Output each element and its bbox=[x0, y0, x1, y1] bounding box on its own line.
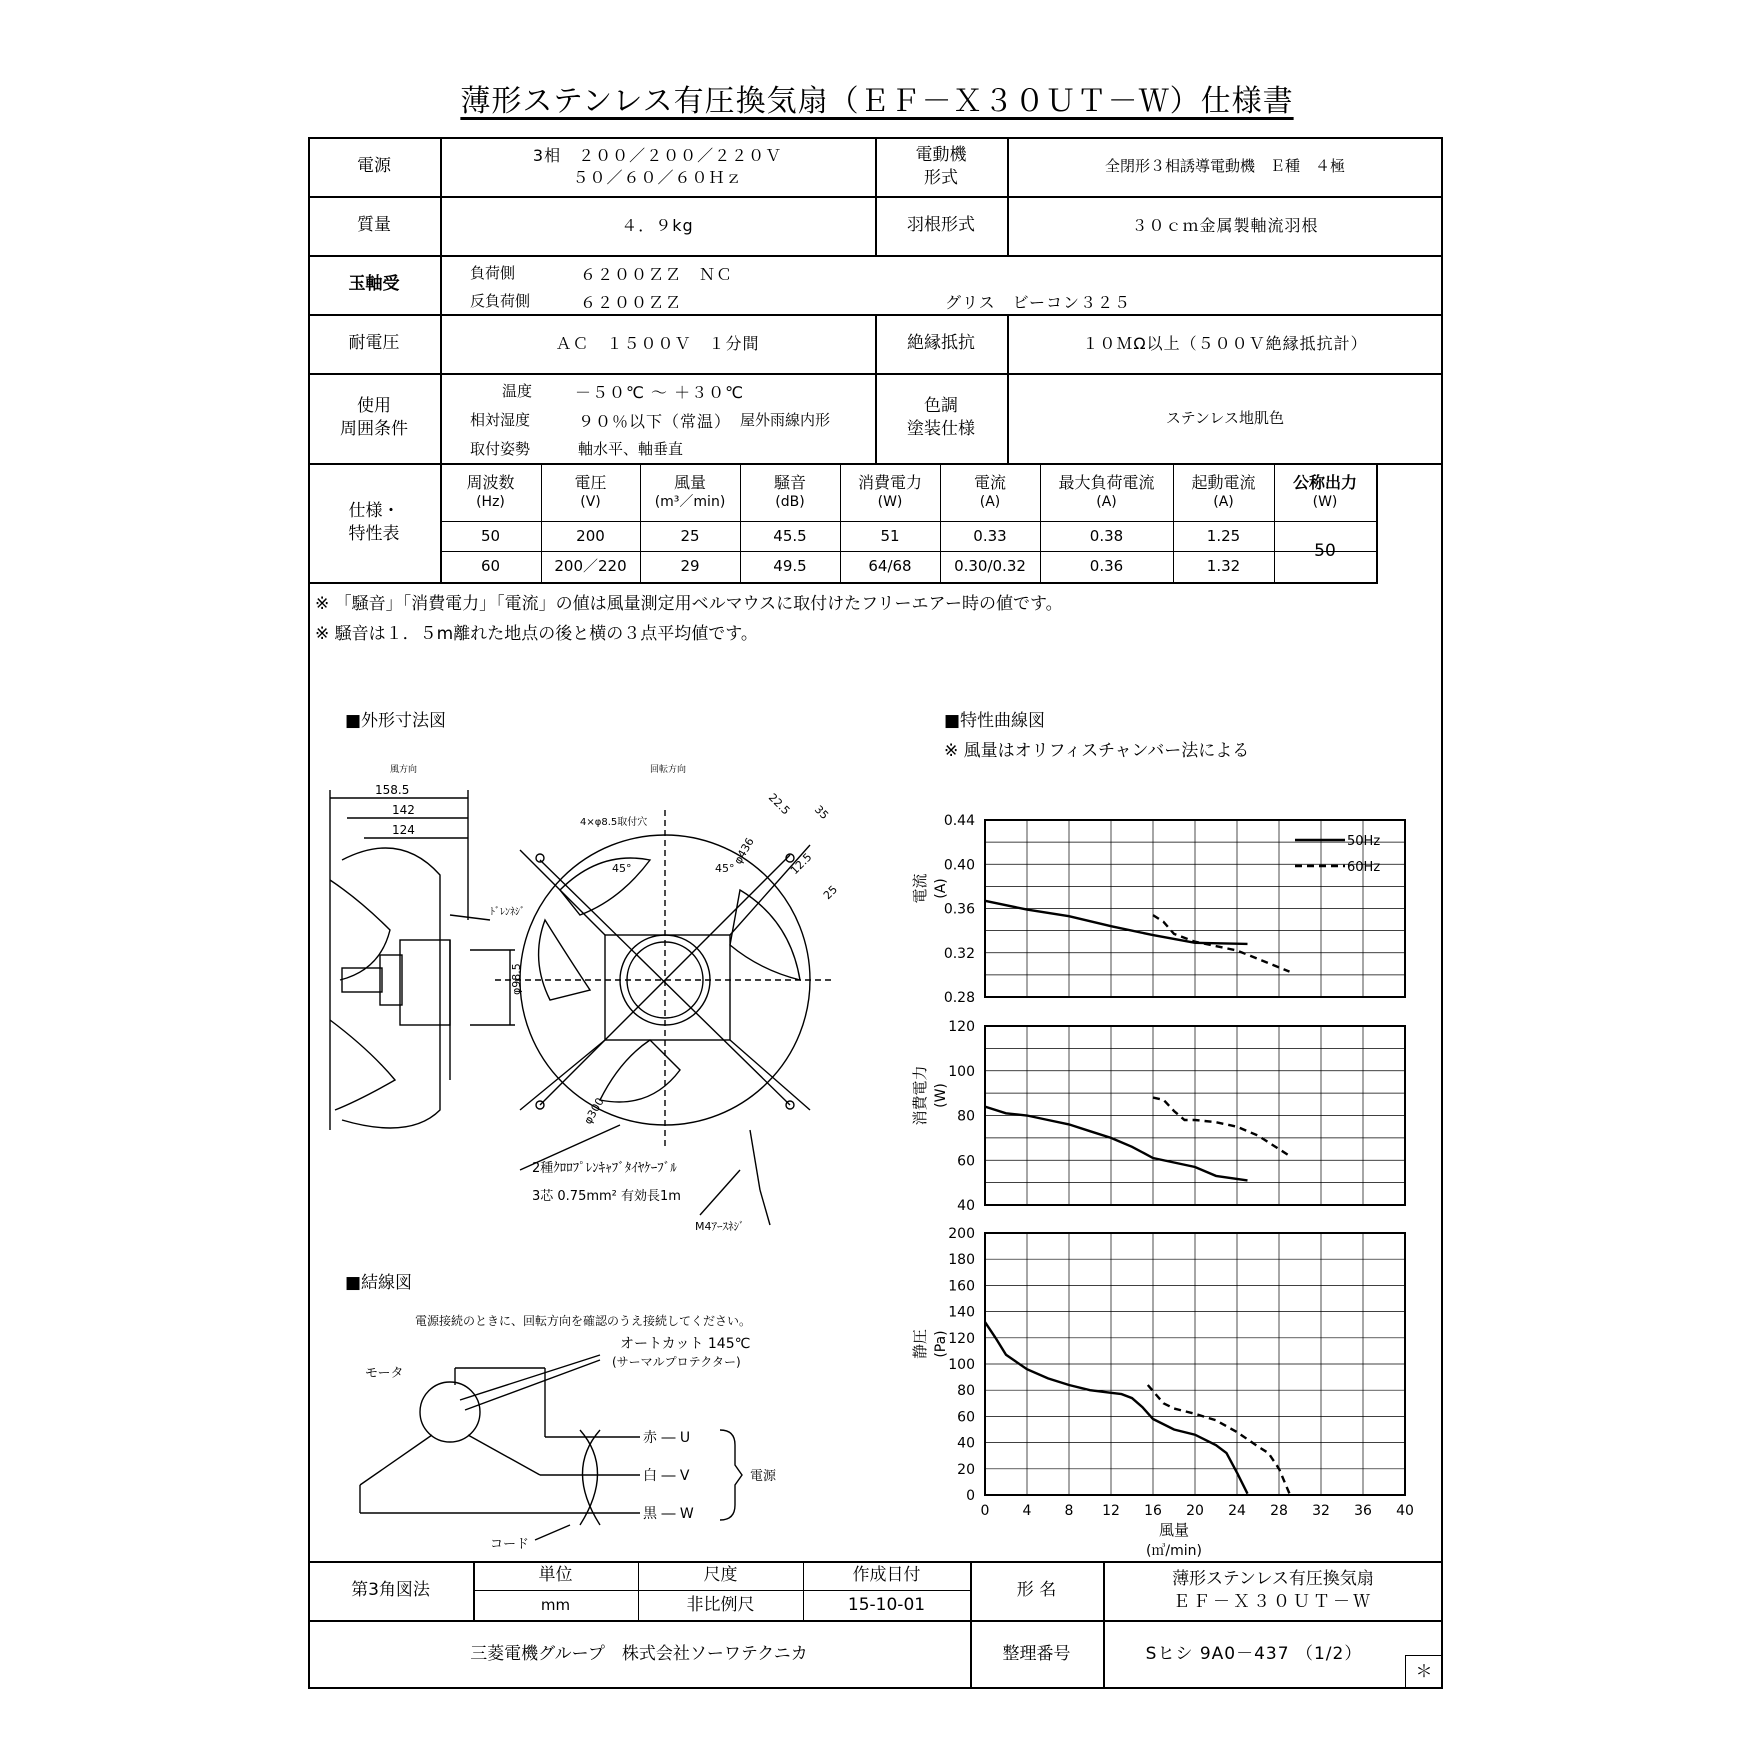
motor-label-line2: 形式 bbox=[924, 167, 958, 188]
perf-label-line2: 特性表 bbox=[348, 523, 400, 544]
x-axis-label: 風量 bbox=[1158, 1521, 1190, 1539]
y-axis-unit: (W) bbox=[933, 1083, 949, 1108]
x-axis-unit: (㎥/min) bbox=[1145, 1543, 1203, 1559]
mounting-holes-label: 4×φ8.5取付穴 bbox=[580, 817, 648, 828]
bearing-label: 玉軸受 bbox=[348, 274, 400, 295]
legend-label-50hz: 50Hz bbox=[1347, 834, 1381, 849]
y-tick-label: 120 bbox=[948, 1019, 975, 1035]
curve-60hz bbox=[1148, 1385, 1290, 1494]
x-tick-label: 8 bbox=[1064, 1503, 1074, 1519]
perf-header-3 bbox=[740, 463, 840, 521]
curves-note: ※ 風量はオリフィスチャンバー法による bbox=[944, 741, 1250, 761]
y-tick-label: 100 bbox=[948, 1357, 975, 1373]
perf-cell: 51 bbox=[880, 526, 900, 545]
grease-value: グリス ビーコン３２５ bbox=[945, 293, 1132, 312]
perf-header-4 bbox=[840, 463, 940, 521]
y-tick-label: 0.36 bbox=[943, 901, 975, 918]
wire-black-w: 黒 ― W bbox=[643, 1506, 694, 1522]
perf-header-2 bbox=[640, 463, 740, 521]
perf-cell: 60 bbox=[480, 556, 501, 575]
motor-label-line1: 電動機 bbox=[915, 144, 967, 165]
y-tick-label: 60 bbox=[957, 1409, 975, 1426]
perf-cell: 0.30/0.32 bbox=[954, 556, 1026, 575]
motor-value: 全閉形３相誘導電動機 Ｅ種 ４極 bbox=[1104, 157, 1345, 176]
dim-22-5: 22.5 bbox=[765, 790, 793, 818]
dim-12-5: 12.5 bbox=[787, 850, 815, 878]
insulation-value: １０ＭΩ以上（５００Ｖ絶縁抵抗計） bbox=[1082, 333, 1368, 353]
dim-142: 142 bbox=[392, 803, 415, 817]
y-tick-label: 80 bbox=[957, 1108, 975, 1125]
perf-cell: 45.5 bbox=[773, 526, 807, 545]
ref-label: 整理番号 bbox=[1002, 1644, 1071, 1665]
ref-value: Sヒシ 9A0－437 （1/2） bbox=[1145, 1644, 1363, 1665]
y-tick-label: 0.32 bbox=[943, 945, 975, 962]
motor-label bbox=[875, 137, 1007, 196]
dim-dia-98: φ98.5 bbox=[510, 963, 523, 995]
env-label-line2: 周囲条件 bbox=[340, 419, 408, 439]
perf-header-unit: (W) bbox=[1312, 494, 1338, 511]
perf-header-unit: (m³／min) bbox=[654, 494, 726, 511]
curve-50hz bbox=[985, 1322, 1248, 1494]
model-value bbox=[1103, 1561, 1443, 1620]
dim-25: 25 bbox=[820, 883, 840, 903]
legend-label-60hz: 60Hz bbox=[1347, 860, 1381, 875]
wind-direction-label: 風方向 bbox=[390, 765, 418, 775]
perf-cell: 0.33 bbox=[973, 526, 1007, 545]
y-axis-label: 電流 bbox=[911, 873, 929, 904]
perf-header-8 bbox=[1274, 463, 1376, 521]
mass-label: 質量 bbox=[357, 215, 391, 236]
perf-header-name: 騒音 bbox=[773, 472, 806, 492]
dimension-section-title: ■外形寸法図 bbox=[345, 711, 447, 731]
y-tick-label: 0.44 bbox=[943, 813, 975, 829]
perf-cell: 50 bbox=[480, 526, 501, 545]
perf-cell: 1.25 bbox=[1206, 526, 1241, 545]
withstand-label: 耐電圧 bbox=[348, 333, 400, 354]
dim-158: 158.5 bbox=[375, 783, 410, 797]
x-tick-label: 4 bbox=[1022, 1503, 1032, 1519]
wire-white-v: 白 ― V bbox=[643, 1468, 690, 1484]
curve-50hz bbox=[985, 901, 1248, 944]
power-voltage: 3相 ２００／２００／２２０Ｖ bbox=[532, 145, 783, 165]
color-label-line1: 色調 bbox=[924, 396, 958, 417]
y-tick-label: 160 bbox=[948, 1278, 975, 1295]
perf-header-unit: (Hz) bbox=[476, 494, 505, 511]
motor-symbol bbox=[420, 1382, 480, 1442]
env-label-line1: 使用 bbox=[357, 396, 391, 417]
cord-label: コード bbox=[490, 1537, 530, 1550]
x-tick-label: 36 bbox=[1354, 1503, 1372, 1519]
x-tick-label: 40 bbox=[1396, 1503, 1414, 1519]
dim-dia-436: φ436 bbox=[731, 835, 757, 867]
y-tick-label: 180 bbox=[948, 1252, 975, 1269]
curves-section-title: ■特性曲線図 bbox=[944, 711, 1046, 731]
y-axis-unit: (Pa) bbox=[933, 1330, 949, 1358]
scale-value: 非比例尺 bbox=[686, 1594, 755, 1615]
insulation-label: 絶縁抵抗 bbox=[907, 333, 975, 354]
angle-45-right: 45° bbox=[715, 862, 735, 875]
model-number: ＥＦ－Ｘ３０ＵＴ－Ｗ bbox=[1173, 1591, 1373, 1612]
perf-header-7 bbox=[1173, 463, 1274, 521]
projection-method: 第3角図法 bbox=[351, 1580, 430, 1601]
perf-header-name: 最大負荷電流 bbox=[1058, 472, 1155, 492]
y-tick-label: 20 bbox=[957, 1461, 975, 1478]
perf-header-name: 周波数 bbox=[466, 472, 515, 492]
perf-header-unit: (A) bbox=[979, 494, 1001, 511]
color-label-line2: 塗装仕様 bbox=[907, 419, 975, 439]
autocut-label: オートカット 145℃ bbox=[620, 1336, 751, 1352]
date-value: 15-10-01 bbox=[847, 1594, 926, 1615]
env-temp-value: －５０℃ ～ ＋３０℃ bbox=[575, 383, 745, 402]
y-tick-label: 40 bbox=[957, 1435, 975, 1452]
perf-header-name: 電流 bbox=[973, 472, 1006, 492]
y-tick-label: 40 bbox=[957, 1198, 975, 1214]
perf-label bbox=[308, 463, 440, 582]
perf-header-unit: (W) bbox=[877, 494, 903, 511]
power-label: 電源 bbox=[357, 156, 391, 177]
y-axis-label: 静圧 bbox=[911, 1328, 929, 1360]
bearing-load-label: 負荷側 bbox=[470, 264, 516, 282]
cable-spec-line1: 2種ｸﾛﾛﾌﾟﾚﾝｷｬﾌﾞﾀｲﾔｹｰﾌﾞﾙ bbox=[532, 1161, 677, 1176]
date-label: 作成日付 bbox=[852, 1565, 921, 1586]
perf-header-0 bbox=[440, 463, 541, 521]
power-supply-label: 電源 bbox=[750, 1469, 777, 1484]
dim-dia-300: φ300 bbox=[581, 1095, 607, 1127]
y-axis-label: 消費電力 bbox=[911, 1065, 929, 1126]
scale-label: 尺度 bbox=[703, 1565, 738, 1586]
perf-cell: 200／220 bbox=[554, 556, 627, 575]
perf-header-name: 消費電力 bbox=[857, 472, 922, 492]
y-tick-label: 0.28 bbox=[943, 990, 975, 1006]
env-mount-value: 軸水平、軸垂直 bbox=[578, 440, 684, 458]
env-humidity-label: 相対湿度 bbox=[470, 411, 531, 429]
nominal-output-value: 50 bbox=[1314, 541, 1336, 562]
x-tick-label: 20 bbox=[1186, 1503, 1204, 1519]
y-axis-unit: (A) bbox=[933, 878, 949, 899]
characteristic-curves bbox=[880, 800, 1420, 1560]
perf-header-5 bbox=[940, 463, 1040, 521]
earth-screw-label: M4ｱｰｽﾈｼﾞ bbox=[695, 1220, 745, 1233]
perf-header-unit: (V) bbox=[580, 494, 601, 511]
perf-cell: 49.5 bbox=[773, 556, 807, 575]
x-tick-label: 0 bbox=[980, 1503, 990, 1519]
perf-cell: 0.36 bbox=[1089, 556, 1124, 575]
y-tick-label: 140 bbox=[948, 1304, 975, 1321]
perf-header-unit: (A) bbox=[1096, 494, 1117, 511]
wire-red-u: 赤 ― U bbox=[643, 1430, 691, 1446]
perf-cell: 200 bbox=[576, 526, 605, 545]
note-1: ※ 「騒音」「消費電力」「電流」の値は風量測定用ベルマウスに取付けたフリーエアー時の値です。 bbox=[315, 594, 1063, 614]
env-label bbox=[308, 373, 440, 463]
unit-label: 単位 bbox=[538, 1565, 573, 1586]
company-name: 三菱電機グループ 株式会社ソーワテクニカ bbox=[470, 1644, 808, 1665]
cable-spec-line2: 3芯 0.75mm² 有効長1m bbox=[532, 1189, 681, 1204]
perf-cell: 64/68 bbox=[868, 556, 912, 575]
x-tick-label: 24 bbox=[1228, 1503, 1246, 1519]
perf-cell: 25 bbox=[680, 526, 700, 545]
y-tick-label: 0 bbox=[966, 1488, 975, 1504]
y-tick-label: 60 bbox=[957, 1153, 975, 1170]
env-humidity-value: ９０％以下（常温） bbox=[578, 412, 732, 431]
drain-screw-label: ﾄﾞﾚﾝﾈｼﾞ bbox=[490, 907, 525, 918]
perf-cell: 1.32 bbox=[1206, 556, 1241, 575]
unit-value: mm bbox=[540, 1595, 571, 1614]
dim-35: 35 bbox=[811, 802, 831, 823]
bearing-anti-label: 反負荷側 bbox=[470, 292, 531, 310]
perf-label-line1: 仕様・ bbox=[348, 500, 400, 521]
bearing-load-value: ６２００ＺＺ ＮＣ bbox=[580, 265, 734, 284]
mass-value: ４．９kg bbox=[621, 215, 694, 235]
document-title: 薄形ステンレス有圧換気扇（ＥＦ－Ｘ３０ＵＴ－Ｗ）仕様書 bbox=[460, 84, 1294, 119]
bearing-anti-value: ６２００ＺＺ bbox=[580, 293, 683, 312]
wiring-caution: 電源接続のときに、回転方向を確認のうえ接続してください。 bbox=[415, 1314, 752, 1328]
perf-header-name: 電圧 bbox=[574, 472, 607, 492]
angle-45-left: 45° bbox=[612, 862, 632, 875]
env-humidity-extra: 屋外雨線内形 bbox=[740, 411, 831, 429]
x-tick-label: 16 bbox=[1144, 1503, 1162, 1519]
curve-60hz bbox=[1153, 1098, 1290, 1156]
perf-header-name: 風量 bbox=[673, 472, 706, 492]
withstand-value: ＡＣ １５００Ｖ １分間 bbox=[555, 333, 760, 353]
motor-label: モータ bbox=[365, 1366, 404, 1381]
revision-mark: ＊ bbox=[1415, 1661, 1433, 1682]
model-label: 形 名 bbox=[1016, 1580, 1057, 1601]
perf-cell: 0.38 bbox=[1089, 526, 1124, 545]
env-mount-label: 取付姿勢 bbox=[470, 440, 531, 458]
y-tick-label: 200 bbox=[948, 1226, 975, 1242]
note-2: ※ 騒音は１．５m離れた地点の後と横の３点平均値です。 bbox=[315, 624, 758, 644]
perf-header-unit: (A) bbox=[1213, 494, 1234, 511]
perf-header-unit: (dB) bbox=[775, 494, 805, 511]
blade-label: 羽根形式 bbox=[907, 215, 975, 236]
perf-cell: 29 bbox=[680, 556, 700, 575]
perf-header-1 bbox=[541, 463, 640, 521]
curve-50hz bbox=[985, 1107, 1248, 1181]
color-value: ステンレス地肌色 bbox=[1165, 408, 1285, 427]
rotation-direction-label: 回転方向 bbox=[650, 765, 687, 775]
y-tick-label: 0.40 bbox=[943, 857, 975, 874]
dim-124: 124 bbox=[392, 823, 415, 837]
thermal-protector-label: (サーマルプロテクター) bbox=[612, 1355, 741, 1369]
perf-header-name: 起動電流 bbox=[1191, 472, 1256, 492]
y-tick-label: 80 bbox=[957, 1383, 975, 1400]
wiring-section-title: ■結線図 bbox=[345, 1273, 413, 1293]
dimension-drawing bbox=[320, 750, 840, 1240]
x-tick-label: 12 bbox=[1102, 1503, 1120, 1519]
x-tick-label: 28 bbox=[1270, 1503, 1288, 1519]
color-label bbox=[875, 373, 1007, 463]
env-temp-label: 温度 bbox=[502, 382, 533, 400]
blade-value: ３０ｃｍ金属製軸流羽根 bbox=[1131, 215, 1319, 235]
y-tick-label: 100 bbox=[948, 1063, 975, 1080]
wiring-diagram bbox=[350, 1300, 820, 1550]
model-name: 薄形ステンレス有圧換気扇 bbox=[1172, 1568, 1374, 1589]
y-tick-label: 120 bbox=[948, 1330, 975, 1347]
x-tick-label: 32 bbox=[1312, 1503, 1330, 1519]
perf-header-name: 公称出力 bbox=[1292, 472, 1357, 492]
perf-header-6 bbox=[1040, 463, 1173, 521]
power-frequency: ５０／６０／６０Ｈｚ bbox=[572, 167, 743, 187]
power-value bbox=[440, 137, 875, 196]
